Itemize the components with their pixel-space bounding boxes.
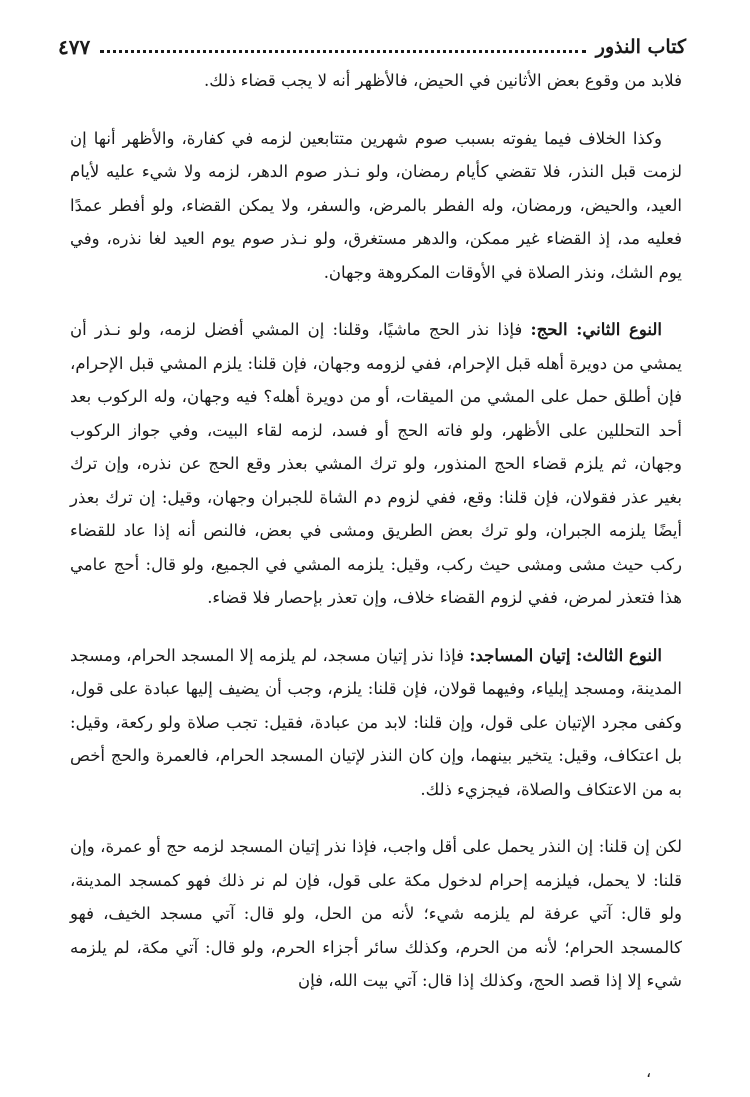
paragraph-spacer bbox=[70, 806, 682, 830]
page-number: ٤٧٧ bbox=[58, 35, 91, 59]
paragraph-mosques bbox=[70, 639, 682, 807]
section-body-mosques: فإذا نذر إتيان مسجد، لم يلزمه إلا المسجد الحرام، ومسجد المدينة، ومسجد إيلياء، وفيهما قولان، فإن قلنا: يلزم، وجب أن يضيف إليها عبادة على قول، وكفى مجرد الإتيان على قول، وإن قلنا: لابد من عبادة، فقيل: تجب صلاة ولو ركعة، وقيل: بل اعتكاف، وقيل: يتخير بينهما، وإن كان النذر لإتيان المسجد الحرام، فالعمرة والحج أخص به من الاعتكاف والصلاة، فيجزيء ذلك. bbox=[70, 645, 682, 799]
footer-mark: ، bbox=[646, 1062, 652, 1081]
paragraph-minimum-obligation: لكن إن قلنا: إن النذر يحمل على أقل واجب، فإذا نذر إتيان المسجد لزمه حج أو عمرة، وإن قلنا: لا يحمل، فيلزمه إحرام لدخول مكة على قول، فإن لم نر ذلك فهو كمسجد المدينة، ولو قال: آتي عرفة لم يلزمه شيء؛ لأنه من الحل، ولو قال: آتي مسجد الخيف، فهو كالمسجد الحرام؛ لأنه من الحرم، وكذلك سائر أجزاء الحرم، ولو قال: آتي مكة، لم يلزمه شيء إلا إذا قصد الحج، وكذلك إذا قال: آتي بيت الله، فإن bbox=[70, 837, 682, 990]
page-body bbox=[70, 64, 682, 998]
paragraph-spacer bbox=[70, 98, 682, 122]
section-heading-mosques: النوع الثالث: إتيان المساجد: bbox=[469, 645, 663, 665]
dotted-leader bbox=[100, 49, 586, 53]
paragraph-fasting: وكذا الخلاف فيما يفوته بسبب صوم شهرين متتابعين لزمه في كفارة، والأظهر أنها إن لزمت قبل النذر، فلا تقضي كأيام رمضان، ولو نـذر صوم الدهر، لزمه ولا شيء عليه لأيام العيد، والحيض، ورمضان، وله الفطر بالمرض، والسفر، ولا يمكن القضاء، ولو أفطر عمدًا فعليه مد، إذ القضاء غير ممكن، والدهر مستغرق، ولو نـذر صوم يوم العيد لغا نذره، وفي يوم الشك، ونذر الصلاة في الأوقات المكروهة وجهان. bbox=[70, 128, 682, 282]
book-title: كتاب النذور bbox=[595, 36, 686, 58]
paragraph-hajj bbox=[70, 313, 682, 615]
paragraph-spacer bbox=[70, 289, 682, 313]
section-body-hajj: فإذا نذر الحج ماشيًا، وقلنا: إن المشي أفضل لزمه، ولو نـذر أن يمشي من دويرة أهله قبل الإحرام، ففي لزومه وجهان، فإن قلنا: يلزم المشي قبل الإحرام، فإن أطلق حمل على المشي من الميقات، أو من دويرة أهله؟ فيه وجهان، وله الركوب بعد أحد التحللين على الأظهر، ولو فاته الحج أو فسد، لزمه لقاء البيت، وفي جواز الركوب وجهان، ثم يلزم قضاء الحج المنذور، ولو ترك المشي بعذر وقع الحج عن نذره، وإن ترك بغير عذر فقولان، فإن قلنا: وقع، ففي لزوم دم الشاة للجبران وجهان، وقيل: إن ترك بعذر أيضًا يلزمه الجبران، ولو ترك بعض الطريق ومشى في بعض، فالنص أنه إذا عاد للقضاء ركب حيث مشى ومشى حيث ركب، وقيل: يلزمه المشي في الجميع، ولو قال: أحج عامي هذا فتعذر لمرض، ففي لزوم القضاء خلاف، وإن تعذر بإحصار فلا قضاء. bbox=[70, 320, 682, 607]
section-heading-hajj: النوع الثاني: الحج: bbox=[530, 320, 662, 339]
running-header bbox=[58, 30, 686, 64]
paragraph-continuation: فلابد من وقوع بعض الأثانين في الحيض، فالأظهر أنه لا يجب قضاء ذلك. bbox=[203, 71, 682, 90]
paragraph-spacer bbox=[70, 615, 682, 639]
